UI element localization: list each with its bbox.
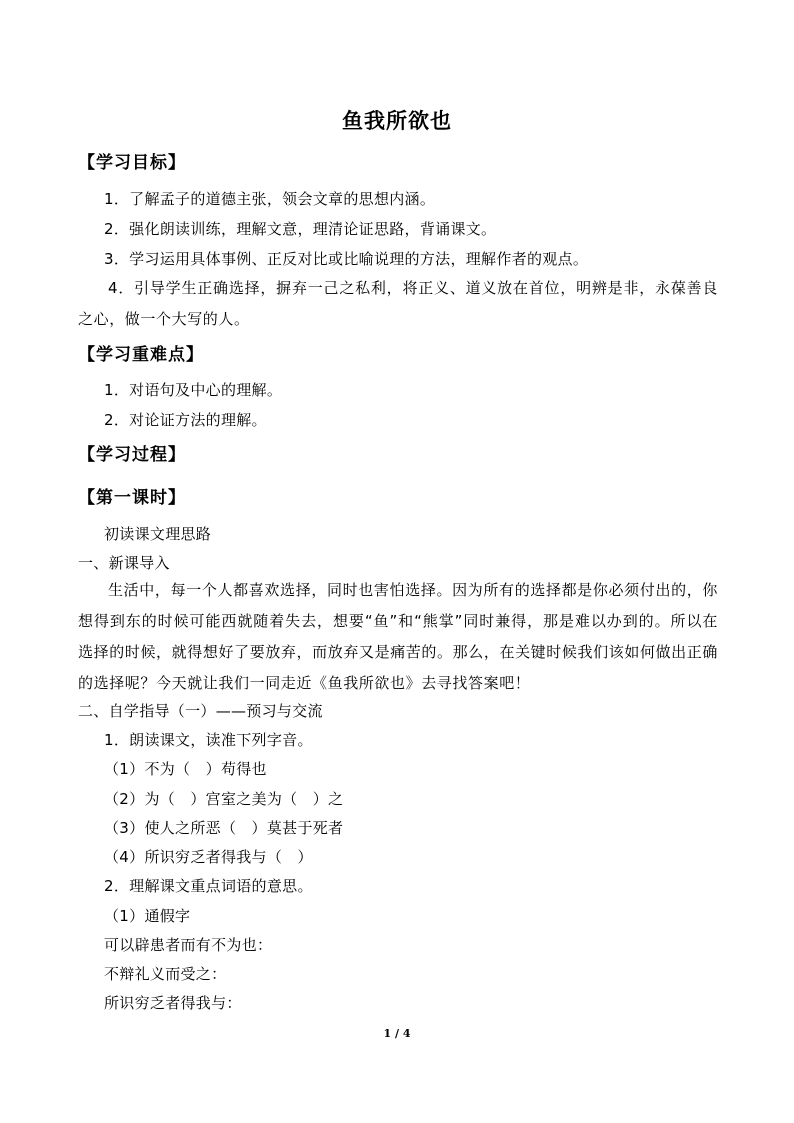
goal-item: 2．强化朗读训练，理解文意，理清论证思路，背诵课文。 [104,220,497,238]
document-title: 鱼我所欲也 [342,109,452,133]
vocabulary-line: 不辩礼义而受之： [104,965,227,983]
pronunciation-item: （3）使人之所恶（ ）莫甚于死者 [104,819,344,837]
pronunciation-item: （1）不为（ ）苟得也 [104,760,267,778]
lesson-one-heading: 【第一课时】 [78,488,186,508]
key-difficulties-heading: 【学习重难点】 [78,345,204,365]
pronunciation-item: （4）所识穷乏者得我与（ ） [104,848,313,866]
difficulty-item: 1．对语句及中心的理解。 [104,381,283,399]
vocabulary-line: 所识穷乏者得我与： [104,994,242,1012]
task-one: 1．朗读课文，读准下列字音。 [104,731,313,749]
page-number: 1 / 4 [383,1027,411,1040]
part-one-title: 一、新课导入 [78,554,170,572]
goal-item: 3．学习运用具体事例、正反对比或比喻说理的方法，理解作者的观点。 [104,250,589,268]
part-two-title: 二、自学指导（一）——预习与交流 [78,702,323,720]
difficulty-item: 2．对论证方法的理解。 [104,411,267,429]
task-two: 2．理解课文重点词语的意思。 [104,877,313,895]
learning-process-heading: 【学习过程】 [78,445,186,465]
lesson-subtitle: 初读课文理思路 [104,525,212,543]
pronunciation-item: （2）为（ ）宫室之美为（ ）之 [104,790,344,808]
goal-item: 4．引导学生正确选择，摒弃一己之私利，将正义、道义放在首位，明辨是非，永葆善良之心，做一个大写的人。 [78,279,718,328]
task-two-subheading: （1）通假字 [104,907,191,925]
intro-paragraph: 生活中，每一个人都喜欢选择，同时也害怕选择。因为所有的选择都是你必须付出的，你想得到东的时候可能西就随着失去，想要“鱼”和“熊掌”同时兼得，那是难以办到的。所以在选择的时候，就得想好了要放弃，而放弃又是痛苦的。那么，在关键时候我们该如何做出正确的选择呢？今天就让我们一同走近《鱼我所欲也》去寻找答案吧！ [78,581,718,692]
learning-goals-heading: 【学习目标】 [78,153,186,173]
vocabulary-line: 可以辟患者而有不为也： [104,936,273,954]
goal-item: 1．了解孟子的道德主张，领会文章的思想内涵。 [104,190,436,208]
